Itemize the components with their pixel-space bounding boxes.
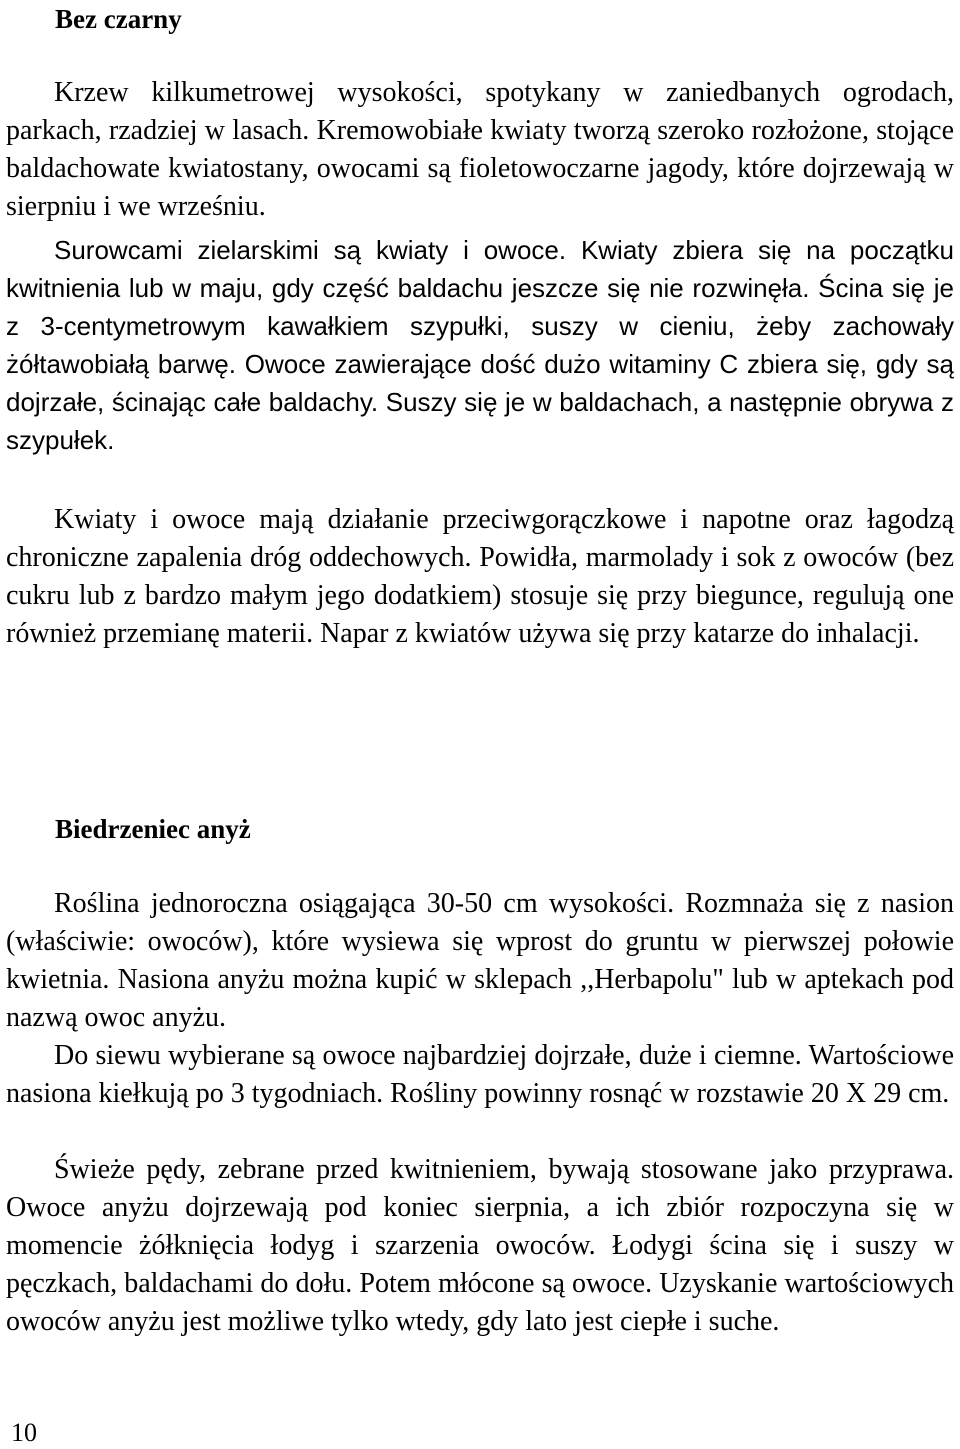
paragraph-bez-czarny-description: Krzew kilkumetrowej wysokości, spotykany w zaniedbanych ogrodach, parkach, rzadziej w lasach. Kremowobiałe kwiaty tworzą szeroko rozłożone, stojące baldachowate kwiatostany, owocami są fioletowoczarne jagody, które dojrzewają w sierpniu i we wrześniu. [6,77,954,223]
paragraph-bez-czarny-uses: Kwiaty i owoce mają działanie przeciwgorączkowe i napotne oraz łagodzą chroniczne zapalenia dróg oddechowych. Powidła, marmolady i sok z owoców (bez cukru lub z bardzo małym jego dodatkiem) stosuje się przy biegunce, regulują one również przemianę materii. Napar z kwiatów używa się przy katarze do inhalacji. [6,504,954,650]
paragraph-anyz-sowing: Do siewu wybierane są owoce najbardziej dojrzałe, duże i ciemne. Wartościowe nasiona kiełkują po 3 tygodniach. Rośliny powinny rosnąć w rozstawie 20 X 29 cm. [6,1040,954,1110]
section-title-biedrzeniec-anyz: Biedrzeniec anyż [55,814,251,844]
paragraph-anyz-harvest: Świeże pędy, zebrane przed kwitnieniem, bywają stosowane jako przyprawa. Owoce anyżu dojrzewają pod koniec sierpnia, a ich zbiór rozpoczyna się w momencie żółknięcia łodyg i szarzenia owoców. Łodygi ścina się i suszy w pęczkach, baldachami do dołu. Potem młócone są owoce. Uzyskanie wartościowych owoców anyżu jest możliwe tylko wtedy, gdy lato jest ciepłe i suche. [6,1154,954,1338]
paragraph-bez-czarny-harvest: Surowcami zielarskimi są kwiaty i owoce. Kwiaty zbiera się na początku kwitnienia lub w maju, gdy część baldachu jeszcze się nie rozwinęła. Ścina się je z 3-centymetrowym kawałkiem szypułki, suszy w cieniu, żeby zachowały żółtawobiałą barwę. Owoce zawierające dość dużo witaminy C zbiera się, gdy są dojrzałe, ścinając całe baldachy. Suszy się je w baldachach, a następnie obrywa z szypułek. [6,235,954,456]
page-number: 10 [11,1418,37,1447]
paragraph-anyz-description: Roślina jednoroczna osiągająca 30-50 cm wysokości. Rozmnaża się z nasion (właściwie: owoców), które wysiewa się wprost do gruntu w pierwszej połowie kwietnia. Nasiona anyżu można kupić w sklepach ,,Herbapolu" lub w aptekach pod nazwą owoc anyżu. [6,888,954,1034]
section-title-bez-czarny: Bez czarny [55,4,182,34]
